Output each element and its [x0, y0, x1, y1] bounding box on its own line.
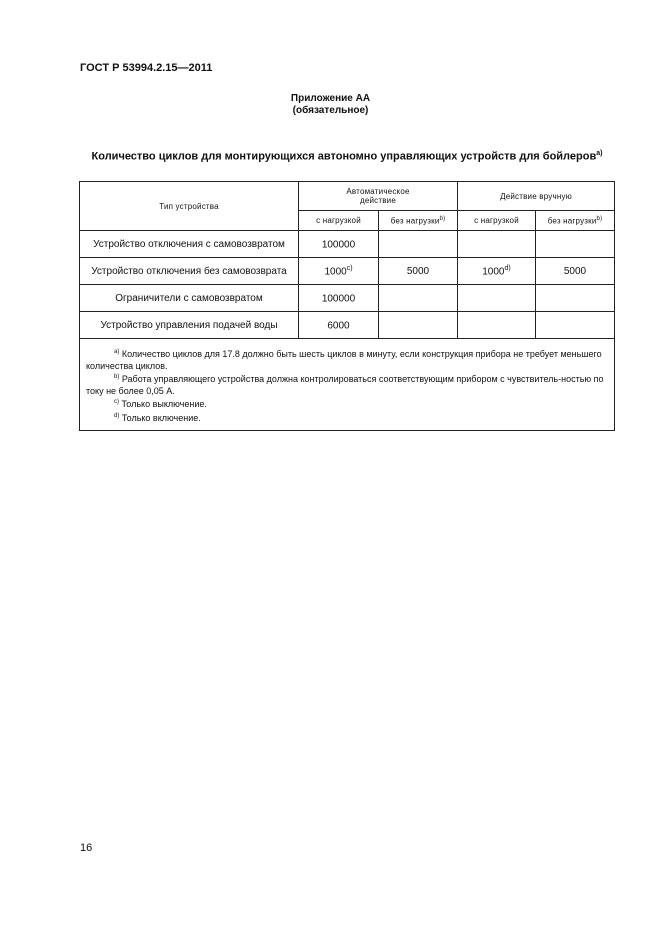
auto-load-value: 100000 [299, 231, 379, 258]
header-automatic: Автоматическое действие [299, 182, 458, 211]
appendix-subtitle: (обязательное) [292, 105, 369, 116]
table-row [80, 285, 615, 312]
auto-load-value: 1000$^{c)}$ [299, 258, 379, 285]
manual-load-value [458, 285, 536, 312]
manual-load-value [458, 312, 536, 339]
table-row [80, 231, 615, 258]
table-title-text: Количество циклов для монтирующихся автономно управляющих устройств для бойлеров [91, 150, 597, 163]
header-auto-without-load-text: без нагрузки [390, 216, 440, 226]
auto-load-value: 6000 [299, 312, 379, 339]
manual-noload-value [536, 231, 615, 258]
footnote: $^{a)}$ Количество циклов для 17.8 должно быть шесть циклов в минуту, если конструкция прибора не требует меньшего количества циклов. [86, 349, 602, 371]
auto-load-value: 100000 [299, 285, 379, 312]
table-title-footnote-mark: a) [596, 150, 603, 157]
device-name: Устройство управления подачей воды [80, 312, 299, 339]
auto-noload-value [379, 285, 458, 312]
auto-noload-value [379, 231, 458, 258]
footnote-mark: b) [439, 215, 446, 222]
cycles-table [79, 181, 615, 431]
header-manual-without-load-text: без нагрузки [547, 216, 597, 226]
manual-noload-value [536, 312, 615, 339]
device-name: Ограничители с самовозвратом [80, 285, 299, 312]
header-manual-with-load: с нагрузкой [458, 211, 536, 231]
manual-noload-value: 5000 [536, 258, 615, 285]
header-manual: Действие вручную [458, 182, 615, 211]
device-name: Устройство отключения с самовозвратом [80, 231, 299, 258]
manual-load-value [458, 231, 536, 258]
header-device-type: Тип устройства [80, 182, 299, 231]
table-row [80, 312, 615, 339]
device-name: Устройство отключения без самовозврата [80, 258, 299, 285]
footnote: $^{c)}$ Только выключение. [114, 399, 207, 409]
auto-noload-value: 5000 [379, 258, 458, 285]
appendix-title: Приложение АА [290, 93, 371, 104]
footnote-mark: b) [596, 215, 603, 222]
auto-noload-value [379, 312, 458, 339]
manual-noload-value [536, 285, 615, 312]
document-id: ГОСТ Р 53994.2.15—2011 [80, 62, 213, 74]
table-notes [80, 339, 615, 431]
footnote: $^{b)}$ Работа управляющего устройства должна контролироваться соответствующим прибором с чувствитель-ностью по току не более 0,05 А. [86, 374, 604, 396]
page-number: 16 [80, 842, 93, 854]
header-auto-without-load [379, 211, 458, 231]
appendix-heading [0, 93, 661, 117]
table-title [80, 150, 614, 163]
header-manual-without-load [536, 211, 615, 231]
table-row [80, 258, 615, 285]
manual-load-value: 1000$^{d)}$ [458, 258, 536, 285]
header-auto-with-load: с нагрузкой [299, 211, 379, 231]
footnote: $^{d)}$ Только включение. [114, 412, 201, 423]
